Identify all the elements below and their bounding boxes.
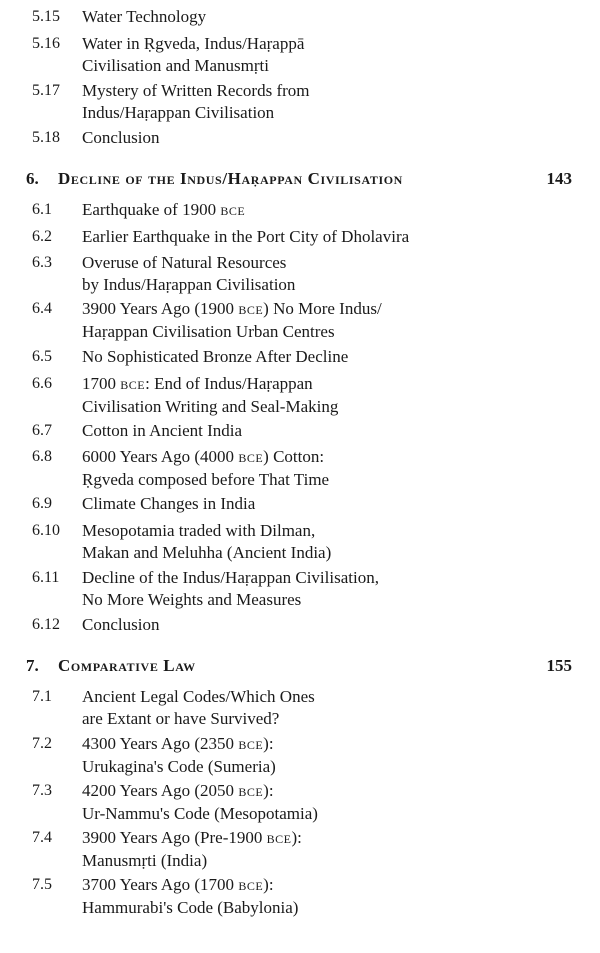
entry-number: 6.8 (32, 448, 52, 465)
entry-title-line: Haṛappan Civilisation Urban Centres (82, 322, 335, 341)
entry-number: 6.11 (32, 569, 60, 586)
entry-title-line: Earlier Earthquake in the Port City of Dholavira (82, 227, 410, 246)
entry-title-line: 3900 Years Ago (Pre-1900 BCE): (82, 828, 302, 847)
entry-title (82, 6, 552, 28)
entry-title-line: Ur-Nammu's Code (Mesopotamia) (82, 804, 318, 823)
entry-number: 7.4 (32, 829, 52, 846)
entry-title-line: Ṛgveda composed before That Time (82, 470, 330, 489)
entry-title (82, 373, 552, 418)
chapter-heading (0, 166, 600, 192)
entry-title-line: Indus/Haṛappan Civilisation (82, 103, 275, 122)
entry-title (82, 874, 552, 919)
entry-title-line: Water in Ṛgveda, Indus/Haṛappā (82, 34, 305, 53)
entry-title-line: Cotton in Ancient India (82, 421, 243, 440)
entry-title (82, 80, 552, 124)
entry-title (82, 226, 552, 248)
entry-number: 6.10 (32, 522, 60, 539)
entry-number: 6.12 (32, 616, 60, 633)
entry-number: 7.5 (32, 876, 52, 893)
entry-title-line: Decline of the Indus/Haṛappan Civilisation, (82, 568, 379, 587)
entry-title-line: Makan and Meluhha (Ancient India) (82, 543, 332, 562)
entry-title-line: Mystery of Written Records from (82, 81, 310, 100)
entry-title-line: Hammurabi's Code (Babylonia) (82, 898, 299, 917)
entry-number: 6.5 (32, 348, 52, 365)
entry-title-line: 1700 BCE: End of Indus/Haṛappan (82, 374, 313, 393)
entry-title (82, 298, 552, 343)
entry-title (82, 493, 552, 515)
entry-title-line: 3900 Years Ago (1900 BCE) No More Indus/ (82, 299, 382, 318)
entry-number: 5.15 (32, 8, 60, 25)
chapter-number: 6. (26, 169, 39, 188)
entry-title-line: 4200 Years Ago (2050 BCE): (82, 781, 274, 800)
entry-title (82, 686, 552, 730)
entry-title-line: 4300 Years Ago (2350 BCE): (82, 734, 274, 753)
entry-title-line: Mesopotamia traded with Dilman, (82, 521, 316, 540)
entry-title-line: are Extant or have Survived? (82, 709, 280, 728)
entry-title-line: by Indus/Haṛappan Civilisation (82, 275, 296, 294)
entry-number: 5.17 (32, 82, 60, 99)
chapter-title: Comparative Law (58, 656, 196, 675)
entry-number: 6.4 (32, 300, 52, 317)
entry-title (82, 346, 552, 368)
entry-title-line: Conclusion (82, 128, 160, 147)
entry-title-line: No More Weights and Measures (82, 590, 302, 609)
entry-title (82, 614, 552, 636)
entry-title (82, 520, 552, 564)
entry-title (82, 199, 552, 222)
entry-number: 6.3 (32, 254, 52, 271)
entry-title-line: Overuse of Natural Resources (82, 253, 287, 272)
entry-title (82, 827, 552, 872)
entry-number: 5.18 (32, 129, 60, 146)
entry-title-line: Water Technology (82, 7, 207, 26)
entry-title-line: 6000 Years Ago (4000 BCE) Cotton: (82, 447, 325, 466)
entry-title-line: Civilisation Writing and Seal-Making (82, 397, 339, 416)
entry-title (82, 127, 552, 149)
entry-number: 7.3 (32, 782, 52, 799)
entry-title (82, 420, 552, 442)
chapter-number: 7. (26, 656, 39, 675)
entry-number: 6.1 (32, 201, 52, 218)
entry-title-line: 3700 Years Ago (1700 BCE): (82, 875, 274, 894)
entry-title-line: Manusmṛti (India) (82, 851, 208, 870)
entry-title-line: Ancient Legal Codes/Which Ones (82, 687, 315, 706)
entry-title (82, 567, 552, 611)
entry-title-line: Conclusion (82, 615, 160, 634)
entry-number: 6.9 (32, 495, 52, 512)
entry-number: 6.6 (32, 375, 52, 392)
entry-number: 7.2 (32, 735, 52, 752)
entry-title-line: Climate Changes in India (82, 494, 256, 513)
entry-number: 6.7 (32, 422, 52, 439)
entry-title-line: Civilisation and Manusmṛti (82, 56, 269, 75)
entry-title (82, 33, 552, 77)
chapter-heading (0, 653, 600, 679)
entry-title-line: Urukagina's Code (Sumeria) (82, 757, 276, 776)
entry-title-line: No Sophisticated Bronze After Decline (82, 347, 349, 366)
entry-title (82, 733, 552, 778)
entry-number: 7.1 (32, 688, 52, 705)
chapter-title: Decline of the Indus/Haṛappan Civilisation (58, 169, 403, 188)
entry-title (82, 252, 552, 296)
entry-title-line: Earthquake of 1900 BCE (82, 200, 246, 219)
entry-title (82, 446, 552, 491)
chapter-page-number: 143 (546, 169, 572, 188)
chapter-page-number: 155 (546, 656, 572, 675)
entry-number: 5.16 (32, 35, 60, 52)
entry-number: 6.2 (32, 228, 52, 245)
entry-title (82, 780, 552, 825)
